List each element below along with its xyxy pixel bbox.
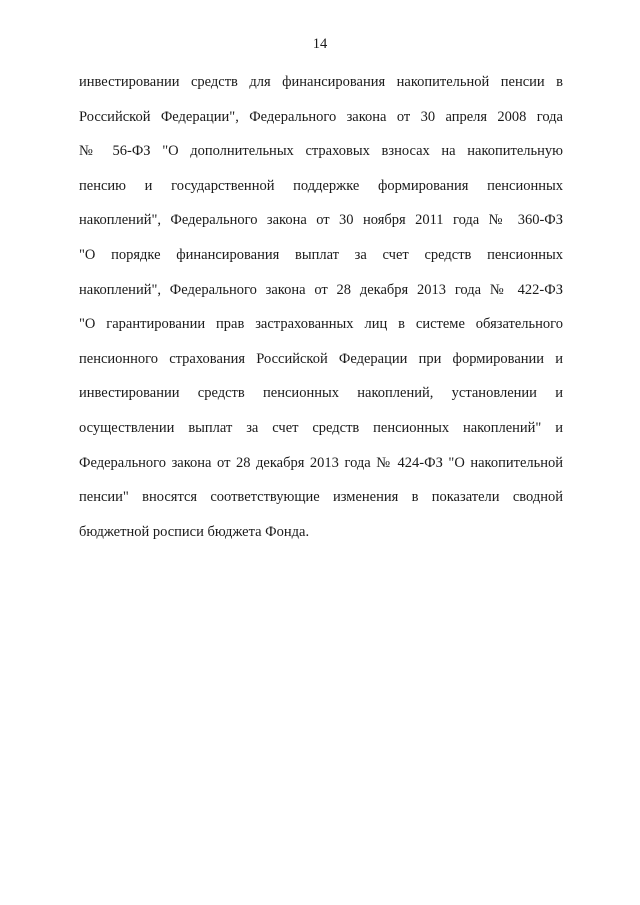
text-line: инвестировании средств для финансирования накопительной пенсии в bbox=[79, 74, 563, 90]
text-line: осуществлении выплат за счет средств пенсионных накоплений" и bbox=[79, 419, 563, 436]
text-line: Федерального закона от 28 декабря 2013 года № 424-ФЗ "О накопительной bbox=[79, 454, 563, 471]
text-line: Российской Федерации", Федерального закона от 30 апреля 2008 года bbox=[79, 108, 563, 125]
body-paragraph bbox=[79, 72, 563, 556]
text-line: пенсии" вносятся соответствующие изменения в показатели сводной bbox=[79, 489, 563, 506]
text-line: инвестировании средств пенсионных накоплений, установлении и bbox=[79, 385, 563, 402]
text-line-last: бюджетной росписи бюджета Фонда. bbox=[79, 523, 310, 540]
text-line: "О порядке финансирования выплат за счет средств пенсионных bbox=[79, 246, 563, 263]
page-number: 14 bbox=[312, 36, 328, 52]
text-line: "О гарантировании прав застрахованных лиц в системе обязательного bbox=[79, 316, 563, 333]
text-line: пенсионного страхования Российской Федерации при формировании и bbox=[79, 350, 563, 367]
text-line: пенсию и государственной поддержке формирования пенсионных bbox=[79, 177, 563, 194]
text-line: № 56-ФЗ "О дополнительных страховых взносах на накопительную bbox=[79, 143, 563, 160]
text-line: накоплений", Федерального закона от 30 ноября 2011 года № 360-ФЗ bbox=[79, 212, 563, 229]
text-line: накоплений", Федерального закона от 28 декабря 2013 года № 422-ФЗ bbox=[79, 281, 563, 298]
